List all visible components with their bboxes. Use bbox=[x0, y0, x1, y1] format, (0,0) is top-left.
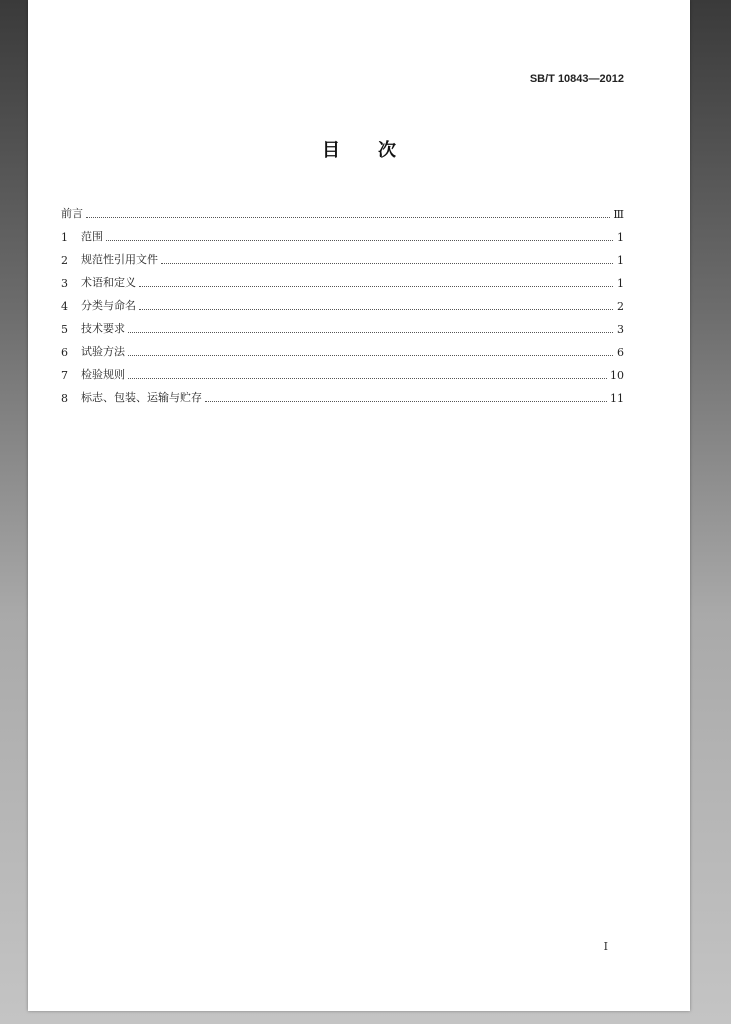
toc-entry-page: 1 bbox=[617, 277, 624, 290]
toc-entry-number: 5 bbox=[61, 323, 68, 336]
toc-entry-page: 10 bbox=[610, 369, 624, 382]
standard-number: SB/T 10843—2012 bbox=[529, 73, 624, 85]
toc-entry-3[interactable] bbox=[61, 267, 624, 290]
toc-entry-title: 试验方法 bbox=[81, 345, 125, 358]
toc-leader-dots bbox=[106, 240, 613, 241]
toc-entry-number: 2 bbox=[61, 254, 68, 267]
toc-entry-title: 术语和定义 bbox=[81, 276, 136, 289]
toc-entry-6[interactable] bbox=[61, 336, 624, 359]
page-title bbox=[28, 136, 690, 162]
toc-entry-number: 4 bbox=[61, 300, 68, 313]
toc-entry-2[interactable] bbox=[61, 244, 624, 267]
page-number: I bbox=[603, 940, 608, 953]
toc-leader-dots bbox=[128, 332, 613, 333]
toc-entry-page: 3 bbox=[617, 323, 624, 336]
toc-entry-page: 11 bbox=[610, 392, 624, 405]
toc-leader-dots bbox=[86, 217, 610, 218]
toc-leader-dots bbox=[139, 309, 613, 310]
toc-entry-title: 检验规则 bbox=[81, 368, 125, 381]
toc-entry-title: 范围 bbox=[81, 230, 103, 243]
toc-entry-number: 7 bbox=[61, 369, 68, 382]
toc-leader-dots bbox=[139, 286, 613, 287]
toc-entry-page: 6 bbox=[617, 346, 624, 359]
toc-entry-title: 规范性引用文件 bbox=[81, 253, 158, 266]
title-char-1: 目 bbox=[322, 140, 340, 161]
toc-entry-page: 1 bbox=[617, 254, 624, 267]
toc-entry-4[interactable] bbox=[61, 290, 624, 313]
toc-leader-dots bbox=[128, 355, 613, 356]
toc-entry-number: 3 bbox=[61, 277, 68, 290]
toc-entry-title: 分类与命名 bbox=[81, 299, 136, 312]
toc-entry-7[interactable] bbox=[61, 359, 624, 382]
toc-leader-dots bbox=[128, 378, 607, 379]
title-char-2: 次 bbox=[378, 140, 396, 161]
toc-entry-number: 6 bbox=[61, 346, 68, 359]
table-of-contents bbox=[61, 198, 624, 405]
document-page bbox=[28, 0, 690, 1011]
toc-entry-5[interactable] bbox=[61, 313, 624, 336]
toc-entry-title: 标志、包装、运输与贮存 bbox=[81, 391, 202, 404]
toc-entry-page: Ⅲ bbox=[613, 208, 624, 221]
toc-entry-foreword[interactable] bbox=[61, 198, 624, 221]
toc-leader-dots bbox=[161, 263, 613, 264]
toc-leader-dots bbox=[205, 401, 607, 402]
toc-entry-1[interactable] bbox=[61, 221, 624, 244]
toc-entry-title: 前言 bbox=[61, 207, 83, 220]
toc-entry-page: 1 bbox=[617, 231, 624, 244]
toc-entry-number: 1 bbox=[61, 231, 68, 244]
toc-entry-8[interactable] bbox=[61, 382, 624, 405]
toc-entry-title: 技术要求 bbox=[81, 322, 125, 335]
toc-entry-page: 2 bbox=[617, 300, 624, 313]
toc-entry-number: 8 bbox=[61, 392, 68, 405]
